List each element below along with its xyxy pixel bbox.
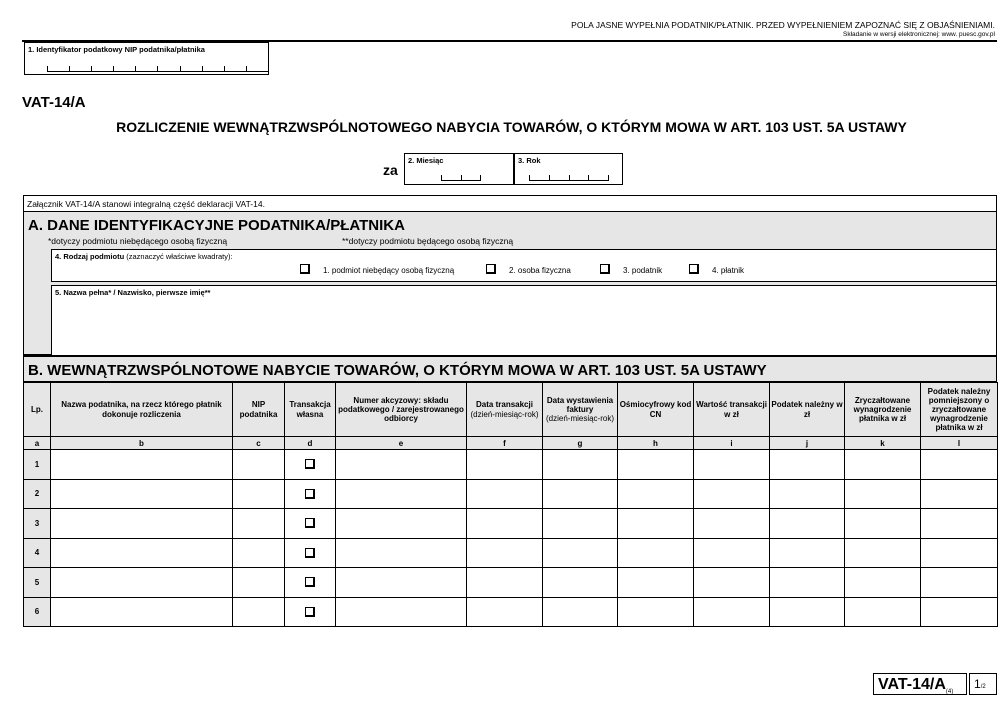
cell-input[interactable] (51, 597, 233, 627)
cell-input[interactable] (845, 450, 921, 480)
checkbox-icon[interactable] (486, 264, 496, 274)
entity-type-label-text: 4. Rodzaj podmiotu (55, 252, 125, 261)
own-transaction-cell[interactable] (285, 479, 336, 509)
column-letter: h (618, 437, 694, 450)
full-name-label: 5. Nazwa pełna* / Nazwisko, pierwsze imię** (55, 288, 211, 297)
row-number: 1 (24, 450, 51, 480)
footnote-non-natural-person: *dotyczy podmiotu niebędącego osobą fizyczną (48, 236, 228, 246)
checkbox-icon[interactable] (300, 264, 310, 274)
row-number: 5 (24, 568, 51, 598)
cell-input[interactable] (336, 450, 467, 480)
checkbox-icon[interactable] (305, 607, 315, 617)
entity-option-label: 3. podatnik (623, 266, 663, 275)
section-a-heading: A. DANE IDENTYFIKACYJNE PODATNIKA/PŁATNIKA (28, 217, 405, 234)
col-invoice-date-format: (dzień-miesiąc-rok) (545, 414, 614, 424)
acquisitions-table (23, 382, 998, 627)
period-za-label: za (383, 162, 398, 178)
cell-input[interactable] (921, 450, 998, 480)
cell-input[interactable] (51, 479, 233, 509)
footer-form-code (873, 673, 967, 695)
own-transaction-cell[interactable] (285, 509, 336, 539)
entity-option-label: 2. osoba fizyczna (509, 266, 571, 275)
month-field[interactable] (404, 153, 514, 185)
column-letter: i (694, 437, 770, 450)
row-number: 2 (24, 479, 51, 509)
cell-input[interactable] (845, 479, 921, 509)
column-letter: a (24, 437, 51, 450)
column-letter: l (921, 437, 998, 450)
checkbox-icon[interactable] (305, 489, 315, 499)
col-invoice-date-title: Data wystawienia faktury (546, 395, 614, 414)
footer-code-text: VAT-14/A (878, 676, 946, 693)
cell-input[interactable] (770, 509, 845, 539)
month-field-label: 2. Miesiąc (408, 156, 444, 165)
col-payer-fee: Zryczałtowane wynagrodzenie płatnika w zł (845, 383, 921, 437)
col-net-tax: Podatek należny pomniejszony o zryczałtowane wynagrodzenie płatnika w zł (921, 383, 998, 437)
cell-input[interactable] (845, 597, 921, 627)
column-letter: f (467, 437, 543, 450)
cell-input[interactable] (618, 479, 694, 509)
cell-input[interactable] (233, 597, 285, 627)
table-row (24, 450, 998, 480)
column-letter: j (770, 437, 845, 450)
col-lp: Lp. (24, 383, 51, 437)
cell-input[interactable] (921, 568, 998, 598)
cell-input[interactable] (467, 479, 543, 509)
table-row (24, 597, 998, 627)
cell-input[interactable] (51, 450, 233, 480)
fill-instructions-notice: POLA JASNE WYPEŁNIA PODATNIK/PŁATNIK. PRZED WYPEŁNIENIEM ZAPOZNAĆ SIĘ Z OBJAŚNIENIAMI. (571, 20, 995, 30)
cell-input[interactable] (336, 479, 467, 509)
cell-input[interactable] (51, 509, 233, 539)
year-field[interactable] (514, 153, 623, 185)
checkbox-icon[interactable] (305, 518, 315, 528)
cell-input[interactable] (770, 597, 845, 627)
cell-input[interactable] (233, 509, 285, 539)
cell-input[interactable] (336, 597, 467, 627)
cell-input[interactable] (543, 538, 618, 568)
cell-input[interactable] (618, 450, 694, 480)
cell-input[interactable] (233, 479, 285, 509)
cell-input[interactable] (770, 538, 845, 568)
row-number: 6 (24, 597, 51, 627)
entity-option-non-natural[interactable] (300, 264, 454, 275)
table-row (24, 479, 998, 509)
cell-input[interactable] (467, 450, 543, 480)
checkbox-icon[interactable] (600, 264, 610, 274)
col-taxpayer-name: Nazwa podatnika, na rzecz którego płatnik dokonuje rozliczenia (51, 383, 233, 437)
own-transaction-cell[interactable] (285, 538, 336, 568)
cell-input[interactable] (694, 568, 770, 598)
electronic-submission-note: Składanie w wersji elektronicznej: www. puesc.gov.pl (843, 31, 995, 38)
page-current: 1 (974, 677, 981, 691)
annex-note: Załącznik VAT-14/A stanowi integralną część deklaracji VAT-14. (24, 196, 996, 212)
form-code: VAT-14/A (22, 94, 86, 111)
cell-input[interactable] (845, 568, 921, 598)
cell-input[interactable] (233, 568, 285, 598)
column-letter: c (233, 437, 285, 450)
col-transaction-date (467, 383, 543, 437)
footer-version: (4) (945, 689, 954, 696)
footnote-natural-person: **dotyczy podmiotu będącego osobą fizyczną (342, 236, 514, 246)
entity-option-taxpayer[interactable] (600, 264, 662, 275)
cell-input[interactable] (336, 538, 467, 568)
own-transaction-cell[interactable] (285, 568, 336, 598)
cell-input[interactable] (618, 509, 694, 539)
table-row (24, 568, 998, 598)
nip-field-label: 1. Identyfikator podatkowy NIP podatnika/płatnika (28, 45, 205, 54)
month-digit-cells (441, 175, 481, 181)
cell-input[interactable] (336, 568, 467, 598)
col-tax-due: Podatek należny w zł (770, 383, 845, 437)
form-title: ROZLICZENIE WEWNĄTRZWSPÓLNOTOWEGO NABYCIA TOWARÓW, O KTÓRYM MOWA W ART. 103 UST. 5A USTAWY (116, 119, 907, 135)
col-transaction-value: Wartość transakcji w zł (694, 383, 770, 437)
own-transaction-cell[interactable] (285, 597, 336, 627)
row-number: 3 (24, 509, 51, 539)
column-letter: k (845, 437, 921, 450)
cell-input[interactable] (770, 479, 845, 509)
cell-input[interactable] (467, 509, 543, 539)
checkbox-icon[interactable] (689, 264, 699, 274)
entity-type-field (51, 249, 997, 282)
cell-input[interactable] (543, 450, 618, 480)
cell-input[interactable] (543, 509, 618, 539)
own-transaction-cell[interactable] (285, 450, 336, 480)
col-transaction-date-title: Data transakcji (476, 400, 533, 410)
section-b (23, 355, 997, 382)
full-name-field[interactable] (51, 285, 997, 355)
column-letter: b (51, 437, 233, 450)
cell-input[interactable] (921, 479, 998, 509)
col-cn-code: Ośmiocyfrowy kod CN (618, 383, 694, 437)
cell-input[interactable] (845, 538, 921, 568)
cell-input[interactable] (618, 597, 694, 627)
year-digit-cells (529, 175, 609, 181)
entity-option-label: 1. podmiot niebędący osobą fizyczną (323, 266, 455, 275)
cell-input[interactable] (694, 597, 770, 627)
col-transaction-date-format: (dzień-miesiąc-rok) (470, 409, 539, 419)
page-number (969, 673, 997, 695)
cell-input[interactable] (51, 538, 233, 568)
col-excise-number: Numer akcyzowy: składu podatkowego / zarejestrowanego odbiorcy (336, 383, 467, 437)
column-letter: d (285, 437, 336, 450)
page-total: /2 (980, 684, 986, 690)
year-field-label: 3. Rok (518, 156, 541, 165)
cell-input[interactable] (845, 509, 921, 539)
row-number: 4 (24, 538, 51, 568)
cell-input[interactable] (770, 450, 845, 480)
table-row (24, 538, 998, 568)
cell-input[interactable] (543, 568, 618, 598)
cell-input[interactable] (543, 597, 618, 627)
checkbox-icon[interactable] (305, 548, 315, 558)
checkbox-icon[interactable] (305, 459, 315, 469)
cell-input[interactable] (921, 509, 998, 539)
section-b-heading: B. WEWNĄTRZWSPÓLNOTOWE NABYCIE TOWARÓW, O KTÓRYM MOWA W ART. 103 UST. 5A USTAWY (28, 362, 767, 379)
cell-input[interactable] (467, 597, 543, 627)
cell-input[interactable] (336, 509, 467, 539)
table-row (24, 509, 998, 539)
cell-input[interactable] (694, 479, 770, 509)
entity-option-label: 4. płatnik (712, 266, 745, 275)
cell-input[interactable] (233, 538, 285, 568)
cell-input[interactable] (467, 538, 543, 568)
cell-input[interactable] (51, 568, 233, 598)
cell-input[interactable] (694, 509, 770, 539)
column-letter: g (543, 437, 618, 450)
cell-input[interactable] (694, 538, 770, 568)
nip-field[interactable] (24, 42, 269, 75)
entity-option-payer[interactable] (689, 264, 744, 275)
col-own-transaction: Transakcja własna (285, 383, 336, 437)
cell-input[interactable] (694, 450, 770, 480)
column-letter-row (24, 437, 998, 450)
cell-input[interactable] (921, 597, 998, 627)
table-header-row (24, 383, 998, 437)
cell-input[interactable] (921, 538, 998, 568)
cell-input[interactable] (618, 538, 694, 568)
nip-digit-cells (47, 66, 269, 72)
column-letter: e (336, 437, 467, 450)
cell-input[interactable] (543, 479, 618, 509)
cell-input[interactable] (618, 568, 694, 598)
col-invoice-date (543, 383, 618, 437)
cell-input[interactable] (467, 568, 543, 598)
cell-input[interactable] (233, 450, 285, 480)
entity-type-label (55, 252, 233, 261)
entity-option-natural[interactable] (486, 264, 571, 275)
checkbox-icon[interactable] (305, 577, 315, 587)
section-a (23, 195, 997, 355)
entity-type-hint: (zaznaczyć właściwe kwadraty): (126, 252, 233, 261)
cell-input[interactable] (770, 568, 845, 598)
col-nip: NIP podatnika (233, 383, 285, 437)
